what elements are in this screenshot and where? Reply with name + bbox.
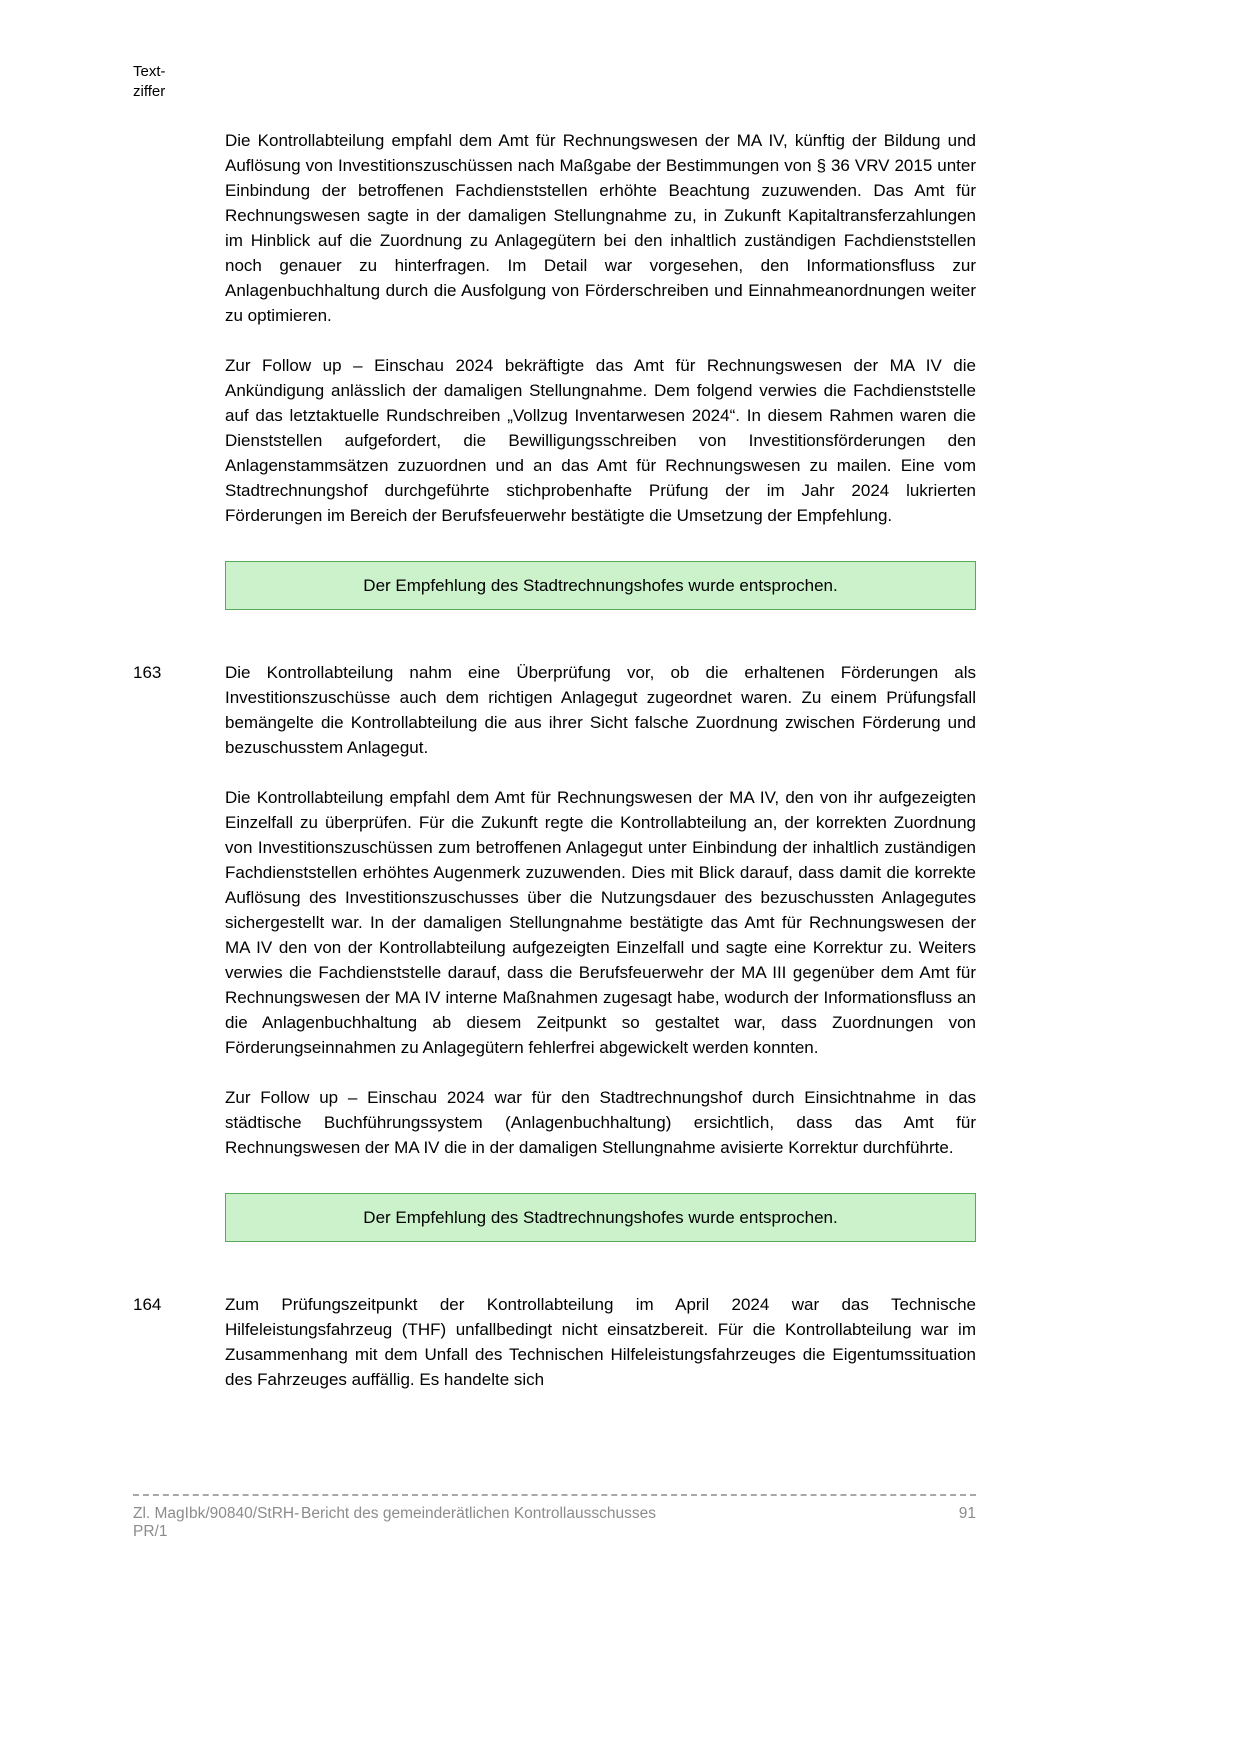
margin-label-line1: Text- [133,63,166,80]
paragraph-text: Zur Follow up – Einschau 2024 war für den Stadtrechnungshof durch Einsichtnahme in das städtische Buchführungssystem (Anlagenbuchhaltung) ersichtlich, dass das Amt für Rechnungswesen der MA IV die in der damaligen Stellungnahme avisierte Korrektur durchführte. [225,1088,976,1157]
page-footer [133,1494,976,1541]
paragraph-block [133,785,976,1060]
recommendation-block [133,561,976,610]
recommendation-block [133,1193,976,1242]
paragraph-text: Zum Prüfungszeitpunkt der Kontrollabteilung im April 2024 war das Technische Hilfeleistungsfahrzeug (THF) unfallbedingt nicht einsatzbereit. Für die Kontrollabteilung war im Zusammenhang mit dem Unfall des Technischen Hilfeleistungsfahrzeuges die Eigentumssituation des Fahrzeuges auffällig. Es handelte sich [225,1295,976,1389]
paragraph-block [133,1085,976,1160]
textziffer-number: 163 [133,663,162,682]
margin-label-line2: ziffer [133,83,166,100]
footer-reference: Zl. MagIbk/90840/StRH-PR/1 [133,1505,300,1540]
paragraph-block [133,353,976,528]
paragraph-block [133,660,976,760]
paragraph-text: Zur Follow up – Einschau 2024 bekräftigte das Amt für Rechnungswesen der MA IV die Ankündigung anlässlich der damaligen Stellungnahme. Dem folgend verwies die Fachdienststelle auf das letztaktuelle Rundschreiben „Vollzug Inventarwesen 2024“. In diesem Rahmen waren die Dienststellen aufgefordert, die Bewilligungsschreiben von Investitionsförderungen den Anlagenstammsätzen zuzuordnen und an das Amt für Rechnungswesen zu mailen. Eine vom Stadtrechnungshof durchgeführte stichprobenhafte Prüfung der im Jahr 2024 lukrierten Förderungen im Bereich der Berufsfeuerwehr bestätigte die Umsetzung der Empfehlung. [225,356,976,525]
footer-report-title: Bericht des gemeinderätlichen Kontrollausschusses [301,1505,656,1522]
paragraph-text: Die Kontrollabteilung empfahl dem Amt für Rechnungswesen der MA IV, künftig der Bildung und Auflösung von Investitionszuschüssen nach Maßgabe der Bestimmungen von § 36 VRV 2015 unter Einbindung der betroffenen Fachdienststellen erhöhte Beachtung zuzuwenden. Das Amt für Rechnungswesen sagte in der damaligen Stellungnahme zu, in Zukunft Kapitaltransferzahlungen im Hinblick auf die Zuordnung zu Anlagegütern bei den inhaltlich zuständigen Fachdienststellen noch genauer zu hinterfragen. Im Detail war vorgesehen, den Informationsfluss zur Anlagenbuchhaltung durch die Ausfolgung von Förderschreiben und Einnahmeanordnungen weiter zu optimieren. [225,131,976,325]
textziffer-number: 164 [133,1295,162,1314]
margin-label-textziffer [133,62,166,102]
paragraph-text: Die Kontrollabteilung nahm eine Überprüfung vor, ob die erhaltenen Förderungen als Investitionszuschüsse auch dem richtigen Anlagegut zugeordnet waren. Zu einem Prüfungsfall bemängelte die Kontrollabteilung die aus ihrer Sicht falsche Zuordnung zwischen Förderung und bezuschusstem Anlagegut. [225,663,976,757]
recommendation-box: Der Empfehlung des Stadtrechnungshofes wurde entsprochen. [225,1193,976,1242]
footer-page-number: 91 [958,1505,976,1522]
paragraph-block [133,128,976,328]
paragraph-block [133,1292,976,1392]
paragraph-text: Die Kontrollabteilung empfahl dem Amt für Rechnungswesen der MA IV, den von ihr aufgezeigten Einzelfall zu überprüfen. Für die Zukunft regte die Kontrollabteilung an, der korrekten Zuordnung von Investitionszuschüssen zum betroffenen Anlagegut unter Einbindung der inhaltlich zuständigen Fachdienststellen erhöhtes Augenmerk zuzuwenden. Dies mit Blick darauf, dass damit die korrekte Auflösung des Investitionszuschusses über die Nutzungsdauer des bezuschussten Anlagegutes sichergestellt war. In der damaligen Stellungnahme bestätigte das Amt für Rechnungswesen der MA IV den von der Kontrollabteilung aufgezeigten Einzelfall und sagte eine Korrektur zu. Weiters verwies die Fachdienststelle darauf, dass die Berufsfeuerwehr der MA III gegenüber dem Amt für Rechnungswesen der MA IV interne Maßnahmen zugesagt habe, wodurch der Informationsfluss an die Anlagenbuchhaltung ab diesem Zeitpunkt so gestaltet war, dass Zuordnungen von Förderungseinnahmen zu Anlagegütern fehlerfrei abgewickelt werden konnten. [225,788,976,1057]
recommendation-box: Der Empfehlung des Stadtrechnungshofes wurde entsprochen. [225,561,976,610]
document-body [133,128,976,1392]
